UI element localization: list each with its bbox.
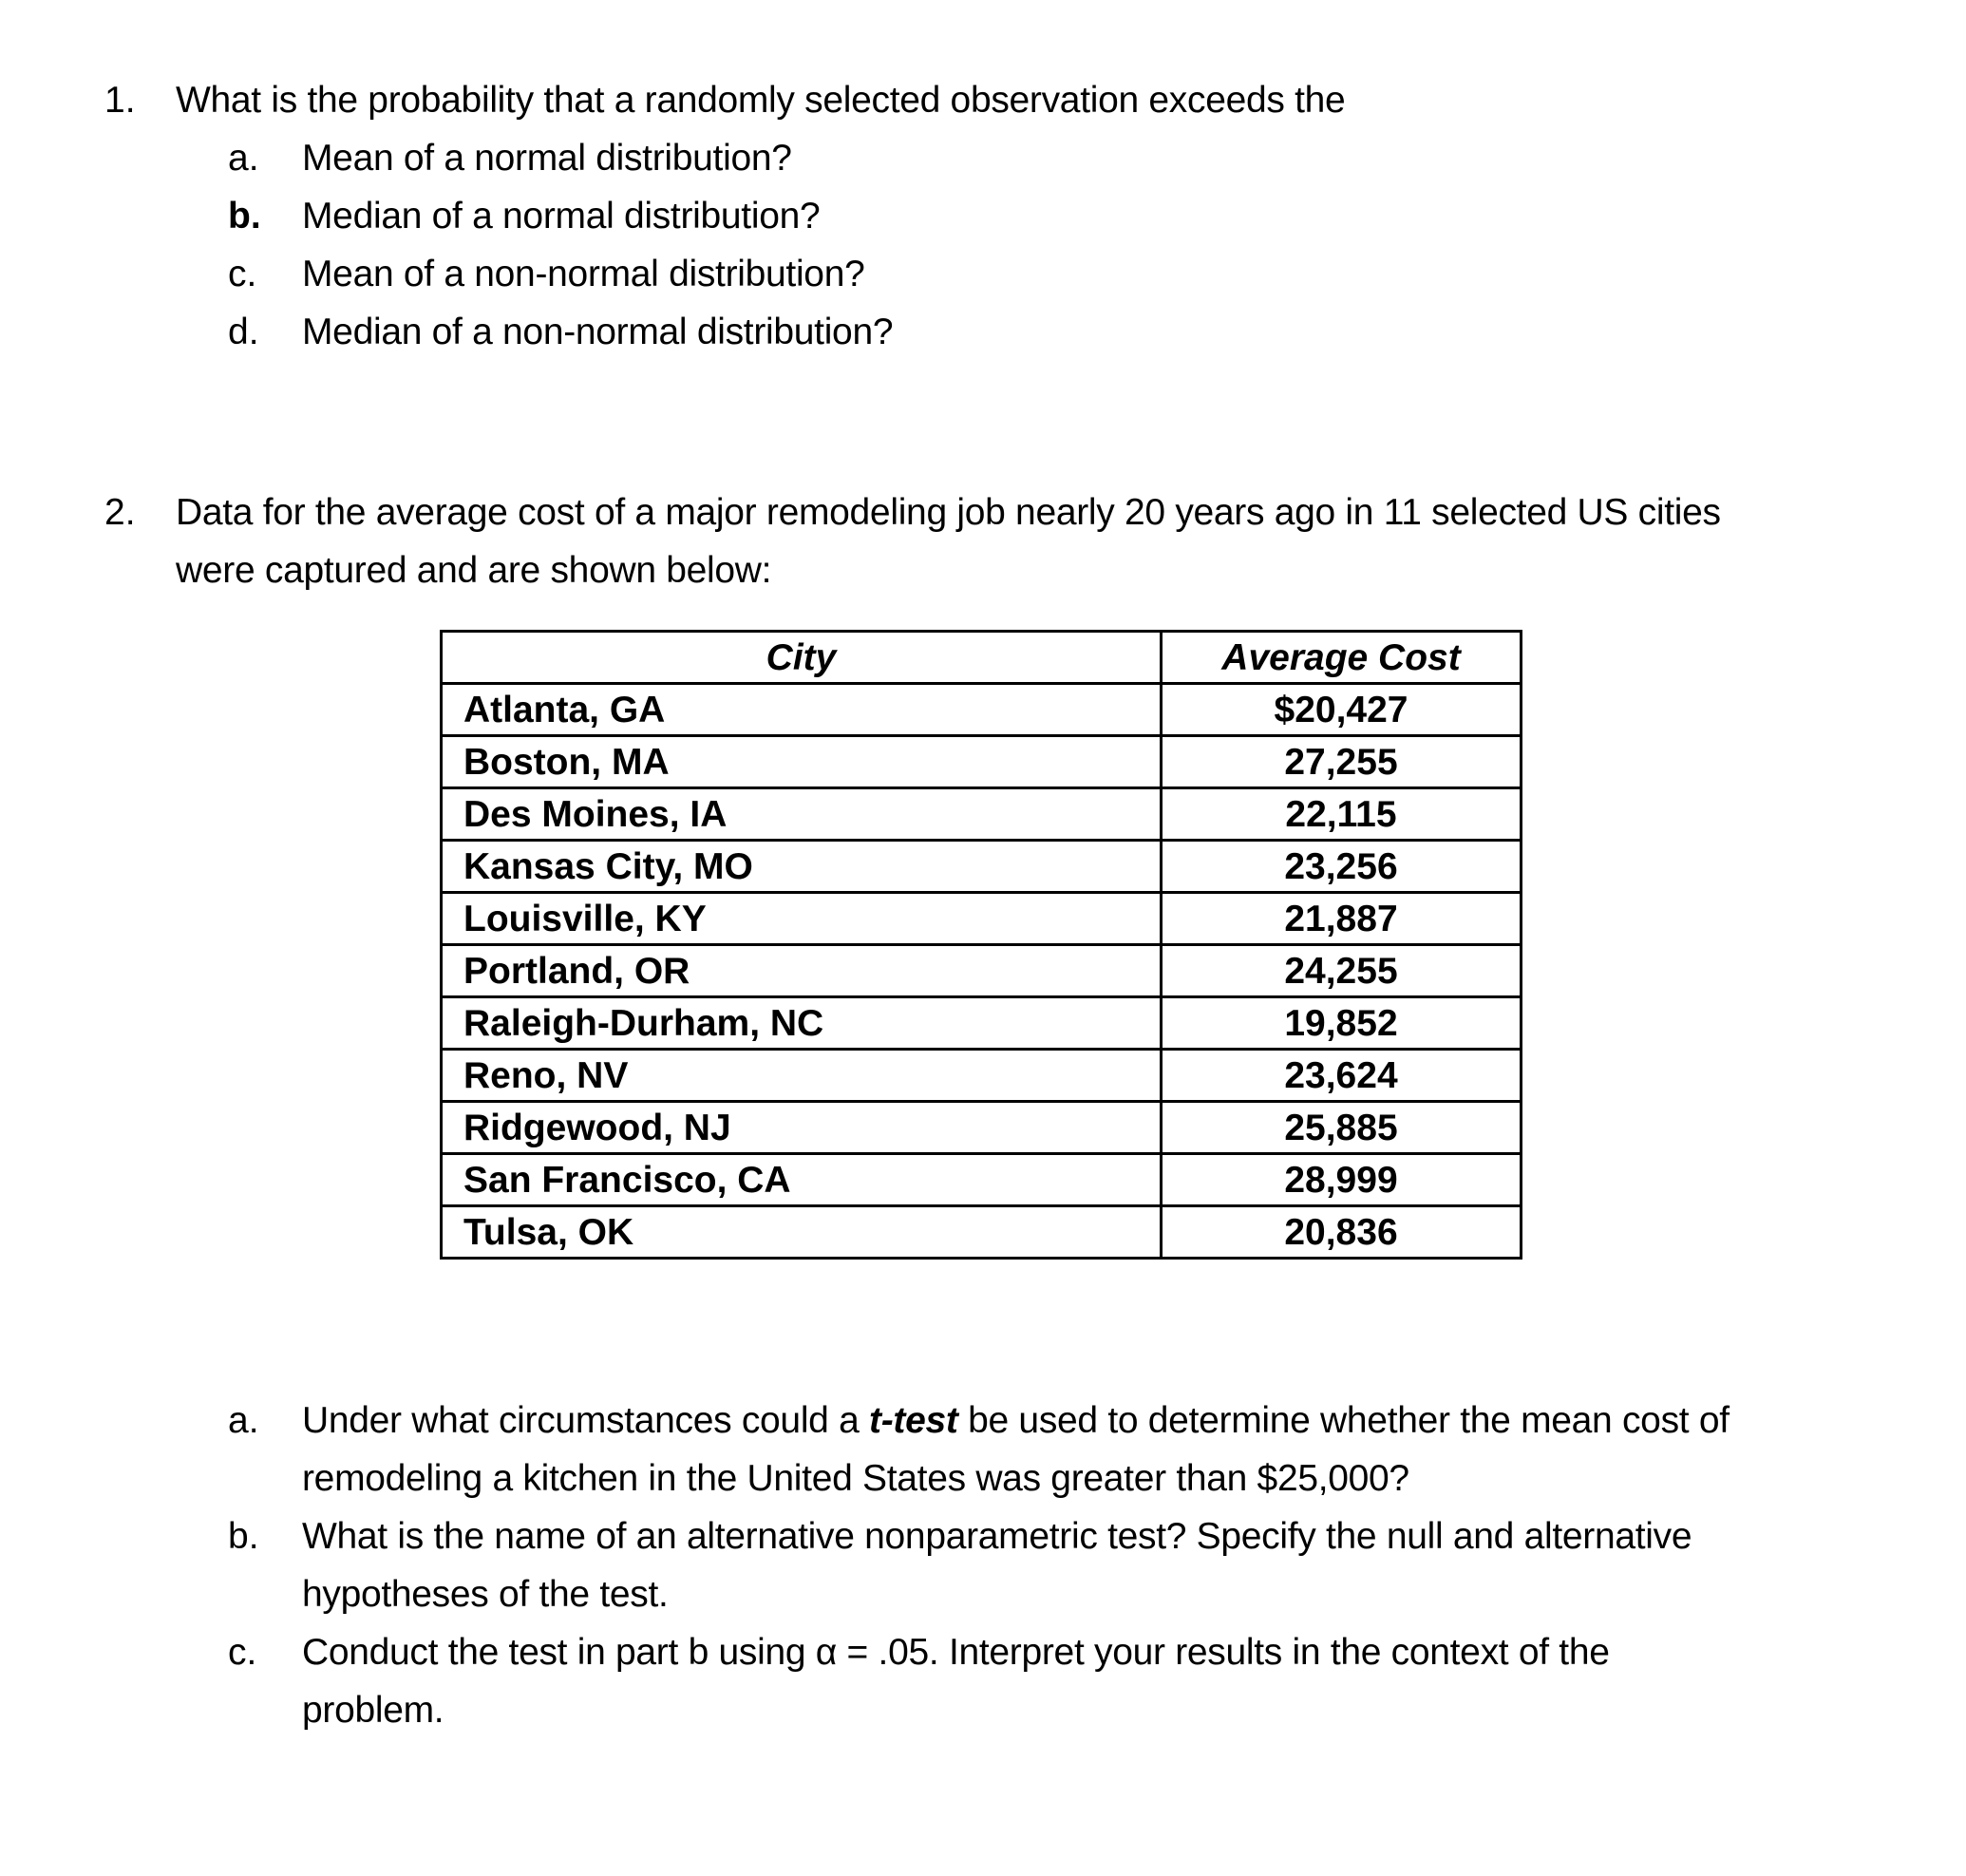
city-cell: Kansas City, MO xyxy=(442,841,1162,893)
q2-part-b-line2: hypotheses of the test. xyxy=(302,1574,669,1615)
cost-cell: 20,836 xyxy=(1162,1206,1522,1259)
q2-part-b-line1: What is the name of an alternative nonparametric test? Specify the null and alternative xyxy=(302,1516,1692,1557)
city-cell: Des Moines, IA xyxy=(442,788,1162,841)
table-row xyxy=(442,945,1522,997)
city-cell: Ridgewood, NJ xyxy=(442,1102,1162,1154)
cost-cell: 19,852 xyxy=(1162,997,1522,1050)
question-1-text: What is the probability that a randomly selected observation exceeds the xyxy=(176,80,1346,121)
q2-part-a-line1 xyxy=(302,1402,1730,1439)
table-row xyxy=(442,1050,1522,1102)
city-cell: Raleigh-Durham, NC xyxy=(442,997,1162,1050)
cost-cell: 21,887 xyxy=(1162,893,1522,945)
q1-item-c-text: Mean of a non-normal distribution? xyxy=(302,254,865,294)
q2-part-c-line1: Conduct the test in part b using α = .05. Interpret your results in the context of the xyxy=(302,1632,1610,1673)
cost-cell: 28,999 xyxy=(1162,1154,1522,1206)
q2-part-a-label: a. xyxy=(228,1400,259,1441)
city-cell: Louisville, KY xyxy=(442,893,1162,945)
q1-item-a-label: a. xyxy=(228,138,259,179)
column-header-average-cost: Average Cost xyxy=(1162,632,1522,684)
cost-cell: $20,427 xyxy=(1162,684,1522,736)
q1-item-b-text: Median of a normal distribution? xyxy=(302,196,821,237)
city-cell: Portland, OR xyxy=(442,945,1162,997)
table-row xyxy=(442,684,1522,736)
cost-cell: 23,256 xyxy=(1162,841,1522,893)
table-row xyxy=(442,893,1522,945)
q2-part-b-label: b. xyxy=(228,1516,259,1557)
question-2-text-line2: were captured and are shown below: xyxy=(176,550,772,591)
question-2-text-line1: Data for the average cost of a major remodeling job nearly 20 years ago in 11 selected US cities xyxy=(176,492,1721,533)
city-cell: Tulsa, OK xyxy=(442,1206,1162,1259)
table-row xyxy=(442,1206,1522,1259)
table-row xyxy=(442,1154,1522,1206)
table-header-row xyxy=(442,632,1522,684)
q1-item-d-text: Median of a non-normal distribution? xyxy=(302,312,894,352)
city-cell: Boston, MA xyxy=(442,736,1162,788)
question-2-number: 2. xyxy=(104,492,136,533)
cost-cell: 22,115 xyxy=(1162,788,1522,841)
table-row xyxy=(442,841,1522,893)
q2-part-c-line2: problem. xyxy=(302,1690,444,1731)
city-cell: San Francisco, CA xyxy=(442,1154,1162,1206)
t-test-emphasis: t-test xyxy=(869,1400,958,1441)
remodeling-cost-table xyxy=(440,630,1522,1260)
cost-cell: 24,255 xyxy=(1162,945,1522,997)
table-row xyxy=(442,997,1522,1050)
city-cell: Atlanta, GA xyxy=(442,684,1162,736)
q2-part-a-line1-pre: Under what circumstances could a xyxy=(302,1400,870,1441)
column-header-city: City xyxy=(442,632,1162,684)
cost-cell: 23,624 xyxy=(1162,1050,1522,1102)
q1-item-a-text: Mean of a normal distribution? xyxy=(302,138,792,179)
table-row xyxy=(442,736,1522,788)
q2-part-a-line2: remodeling a kitchen in the United States was greater than $25,000? xyxy=(302,1458,1409,1499)
cost-cell: 27,255 xyxy=(1162,736,1522,788)
q2-part-c-label: c. xyxy=(228,1632,257,1673)
table-row xyxy=(442,1102,1522,1154)
q1-item-d-label: d. xyxy=(228,312,259,352)
q1-item-c-label: c. xyxy=(228,254,257,294)
table-row xyxy=(442,788,1522,841)
q2-part-a-line1-post: be used to determine whether the mean cost of xyxy=(957,1400,1730,1441)
question-1-number: 1. xyxy=(104,80,136,121)
city-cell: Reno, NV xyxy=(442,1050,1162,1102)
cost-cell: 25,885 xyxy=(1162,1102,1522,1154)
q1-item-b-label: b. xyxy=(228,196,261,237)
